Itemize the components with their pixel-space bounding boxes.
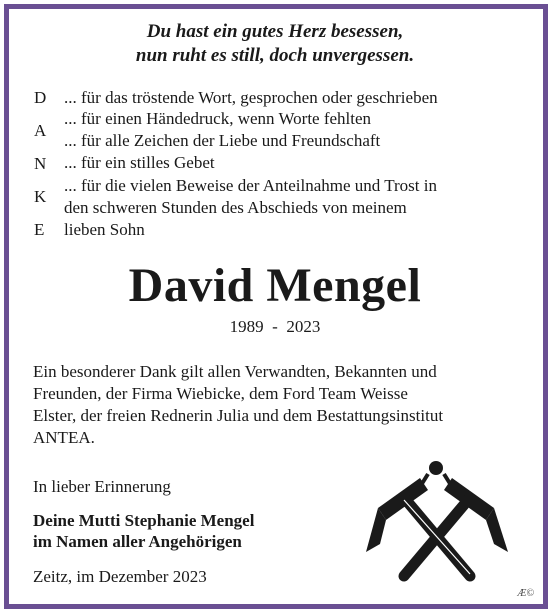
danke-letter: E [34,220,45,239]
roofer-hammers-emblem-icon [358,456,518,582]
thanks-line: Freunden, der Firma Wiebicke, dem Ford Team Weisse [33,384,408,403]
copyright-mark: Æ© [517,588,534,599]
thanks-line: Elster, der freien Rednerin Julia und dem Bestattungsinstitut [33,406,444,425]
danke-line: ... für ein stilles Gebet [64,153,215,172]
danke-line: ... für einen Händedruck, wenn Worte fehlten [64,109,372,128]
danke-line: ... für alle Zeichen der Liebe und Freundschaft [64,131,381,150]
danke-line: ... für das tröstende Wort, gesprochen oder geschrieben [64,88,438,107]
danke-line: ... für die vielen Beweise der Anteilnahme und Trost in [64,176,437,195]
signature-line-2: im Namen aller Angehörigen [33,532,242,551]
place-date: Zeitz, im Dezember 2023 [33,567,207,586]
danke-line: lieben Sohn [64,220,145,239]
danke-letter: K [34,187,47,206]
danke-letter: N [34,154,47,173]
danke-line: den schweren Stunden des Abschieds von meinem [64,198,407,217]
danke-letter: D [34,88,47,107]
life-years: 1989 - 2023 [229,317,321,336]
signature-line-1: Deine Mutti Stephanie Mengel [33,511,255,530]
memory-line: In lieber Erinnerung [33,477,171,496]
motto-line-1: Du hast ein gutes Herz besessen, [146,21,404,42]
motto-line-2: nun ruht es still, doch unvergessen. [135,45,415,66]
thanks-line: ANTEA. [33,428,95,447]
thanks-line: Ein besonderer Dank gilt allen Verwandten, Bekannten und [33,362,437,381]
danke-letter: A [34,121,47,140]
deceased-name: David Mengel [128,259,422,312]
